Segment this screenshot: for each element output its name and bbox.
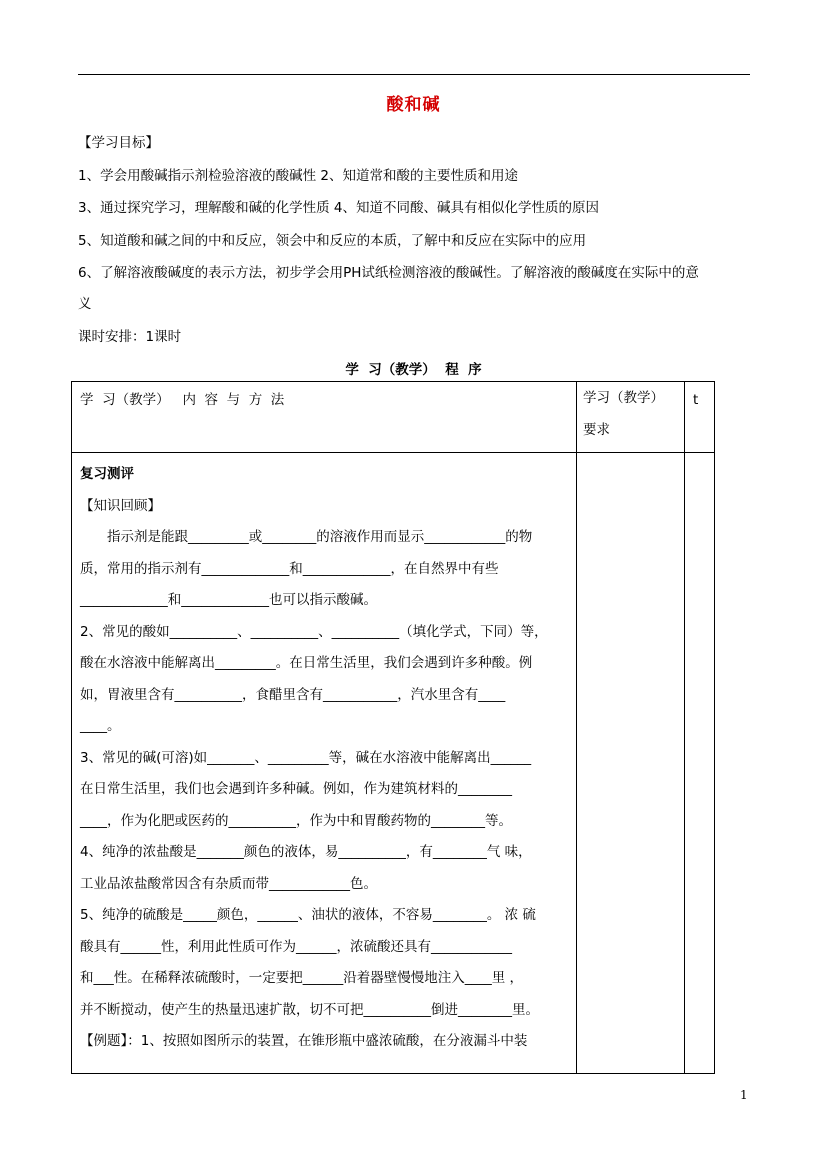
content-line: ____。 — [80, 718, 121, 734]
content-line: 5、纯净的硫酸是_____颜色，______、油状的液体，不容易________。 浓 硫 — [80, 907, 536, 923]
header-content-cell — [72, 382, 577, 453]
content-line: 如，胃液里含有__________，食醋里含有___________，汽水里含有____ — [80, 686, 506, 703]
program-table — [71, 381, 715, 1074]
content-line: ____，作为化肥或医药的__________，作为中和胃酸药物的________等。 — [80, 812, 512, 829]
content-line: 3、常见的碱(可溶)如_______、_________等，碱在水溶液中能解离出______ — [80, 749, 532, 766]
content-line: 工业品浓盐酸常因含有杂质而带____________色。 — [80, 875, 377, 892]
section-heading: 复习测评 — [80, 466, 134, 482]
header-requirement-label: 学习（教学） — [583, 390, 664, 406]
schedule-text: 课时安排：1课时 — [78, 329, 182, 345]
header-requirement-label-2: 要求 — [583, 422, 610, 438]
content-line: 2、常见的酸如__________、__________、__________（填化学式，下同）等， — [80, 623, 548, 640]
content-line: _____________和_____________也可以指示酸碱。 — [80, 592, 377, 608]
header-requirement-cell — [577, 382, 685, 453]
table-body-row — [72, 453, 715, 1074]
content-line: 酸具有______性，利用此性质可作为______，浓硫酸还具有____________ — [80, 938, 512, 955]
content-cell — [72, 453, 577, 1074]
content-line: 指示剂是能跟_________或________的溶液作用而显示____________的物 — [107, 529, 533, 545]
content-line: 和___性。在稀释浓硫酸时，一定要把______沿着器壁慢慢地注入____里 ， — [80, 970, 524, 986]
content-line: 4、纯净的浓盐酸是_______颜色的液体，易__________，有________气 味， — [80, 844, 532, 860]
program-title: 学 习（教学） 程 序 — [345, 362, 482, 378]
objective-line: 1、学会用酸碱指示剂检验溶液的酸碱性 2、知道常和酸的主要性质和用途 — [78, 168, 518, 184]
header-t-label: t — [693, 392, 699, 408]
table-header-row — [72, 382, 715, 453]
t-cell — [685, 453, 715, 1074]
header-rule — [78, 74, 750, 75]
content-line: 质，常用的指示剂有_____________和_____________，在自然界中有些 — [80, 560, 499, 577]
objective-line: 3、通过探究学习，理解酸和碱的化学性质 4、知道不同酸、碱具有相似化学性质的原因 — [78, 200, 599, 216]
objective-line: 6、了解溶液酸碱度的表示方法，初步学会用PH试纸检测溶液的酸碱性。了解溶液的酸碱度在实际中的意 — [78, 265, 699, 281]
requirement-cell — [577, 453, 685, 1074]
header-t-cell — [685, 382, 715, 453]
objective-line: 5、知道酸和碱之间的中和反应，领会中和反应的本质，了解中和反应在实际中的应用 — [78, 233, 587, 249]
example-line: 【例题】：1、按照如图所示的装置，在锥形瓶中盛浓硫酸，在分液漏斗中装 — [80, 1033, 528, 1049]
subsection-heading: 【知识回顾】 — [80, 497, 161, 514]
page-number: 1 — [740, 1088, 748, 1102]
objectives-heading: 【学习目标】 — [78, 135, 159, 151]
content-line: 并不断搅动，使产生的热量迅速扩散，切不可把__________倒进________里。 — [80, 1001, 539, 1018]
content-line: 在日常生活里，我们也会遇到许多种碱。例如，作为建筑材料的________ — [80, 781, 512, 797]
header-content-label: 学 习（教学） 内 容 与 方 法 — [80, 392, 285, 408]
objective-line: 义 — [78, 296, 92, 312]
content-line: 酸在水溶液中能解离出_________。在日常生活里，我们会遇到许多种酸。例 — [80, 655, 533, 671]
document-title: 酸和碱 — [386, 95, 441, 115]
